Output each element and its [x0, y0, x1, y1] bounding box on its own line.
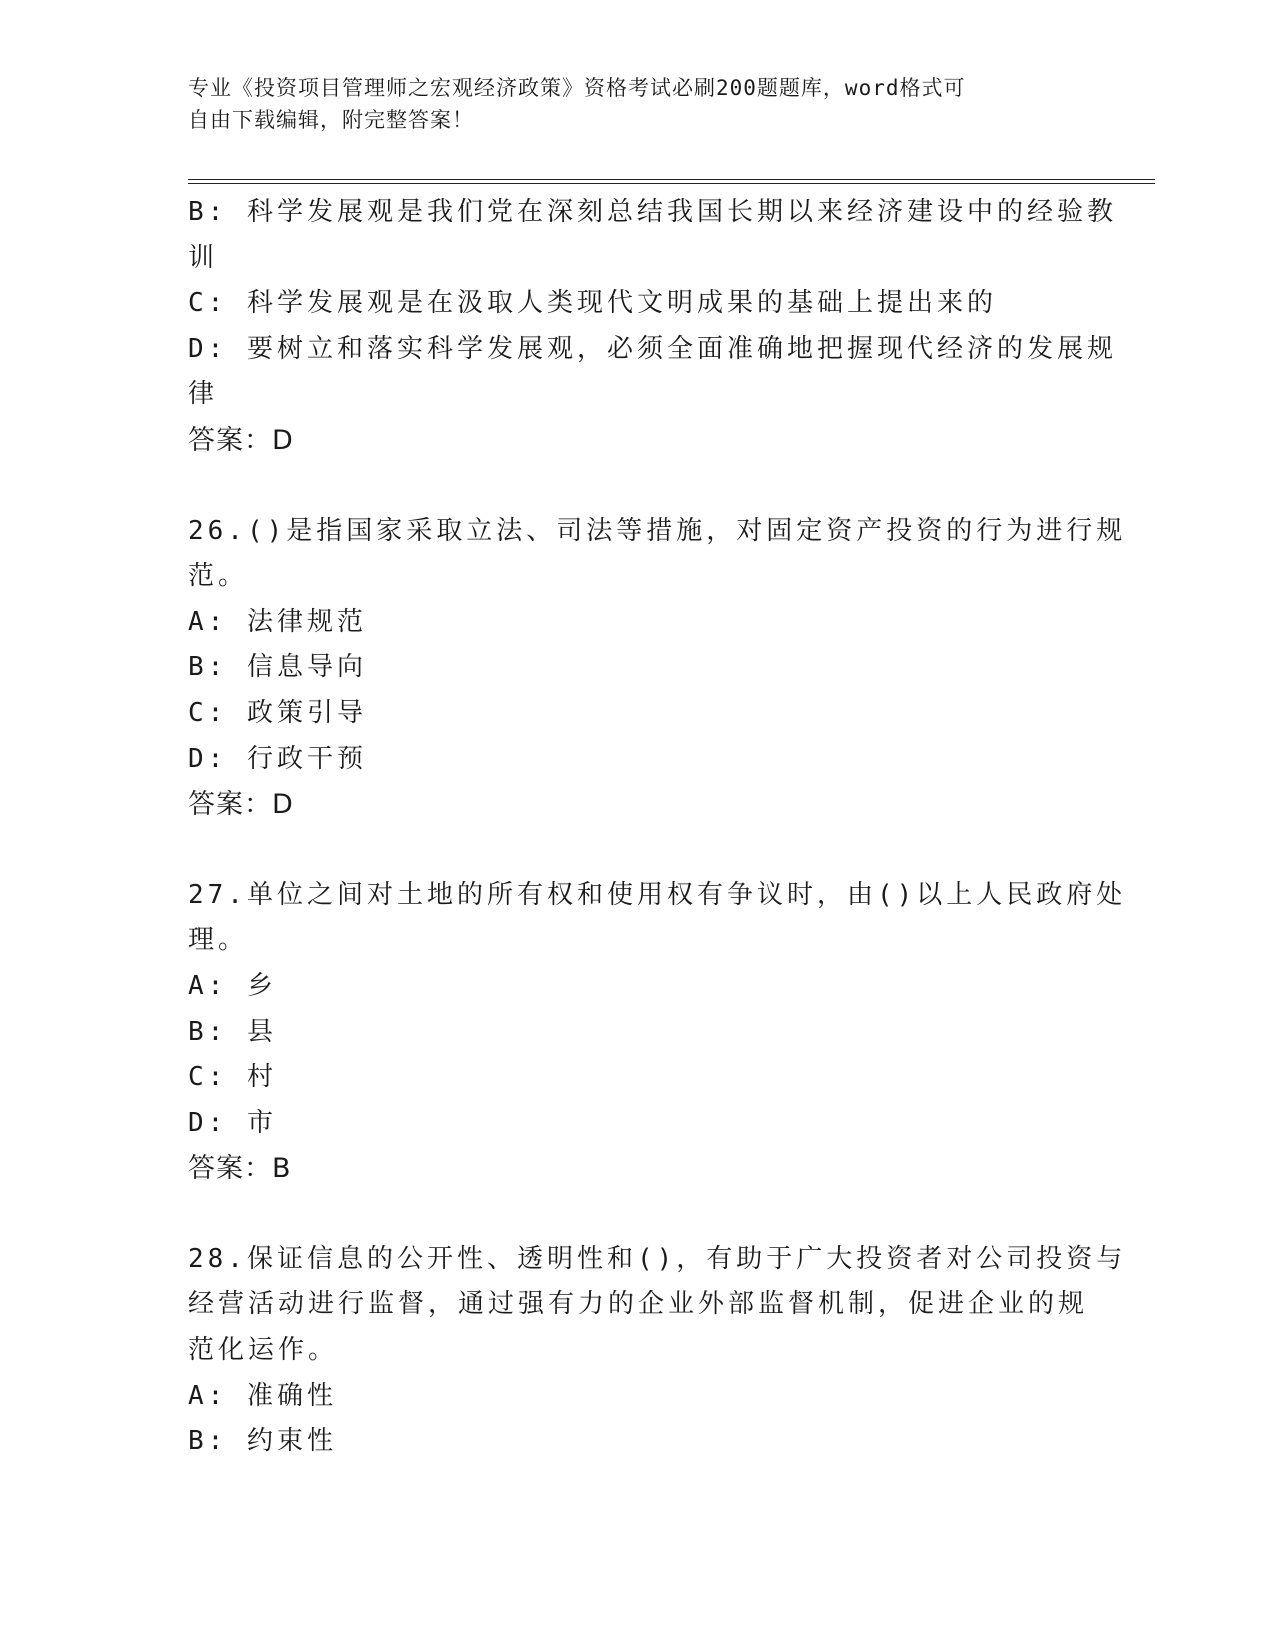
answer: 答案：B: [188, 1153, 292, 1185]
question-stem: 27.单位之间对土地的所有权和使用权有争议时，由()以上人民政府处: [188, 879, 1127, 910]
spacer: [188, 1192, 1088, 1237]
option-c: C: 科学发展观是在汲取人类现代文明成果的基础上提出来的: [188, 288, 997, 319]
answer: 答案：D: [188, 424, 294, 456]
question-stem: 28.保证信息的公开性、透明性和()，有助于广大投资者对公司投资与: [188, 1243, 1127, 1274]
option-d: D: 要树立和落实科学发展观，必须全面准确地把握现代经济的发展规: [188, 333, 1117, 364]
header-title-line-1: 专业《投资项目管理师之宏观经济政策》资格考试必刷200题题库，word格式可: [188, 76, 966, 100]
question-stem-continued: 经营活动进行监督，通过强有力的企业外部监督机制，促进企业的规: [188, 1289, 1089, 1320]
question-stem: 26.()是指国家采取立法、司法等措施，对固定资产投资的行为进行规: [188, 515, 1127, 546]
option-a: A: 法律规范: [188, 606, 367, 637]
option-a: A: 乡: [188, 970, 277, 1001]
spacer: [188, 828, 1088, 873]
option-b: B: 科学发展观是我们党在深刻总结我国长期以来经济建设中的经验教: [188, 197, 1117, 227]
answer: 答案：D: [188, 789, 294, 821]
option-d: D: 市: [188, 1107, 277, 1138]
question-26: [188, 509, 1127, 828]
option-b-continued: 训: [188, 242, 219, 273]
option-c: C: 政策引导: [188, 697, 367, 728]
question-27: [188, 873, 1127, 1192]
option-d: D: 行政干预: [188, 743, 367, 774]
option-b: B: 县: [188, 1016, 277, 1047]
header-title-line-2: 自由下载编辑，附完整答案！: [188, 108, 474, 132]
spacer: [188, 464, 1088, 509]
document-header: [188, 72, 1088, 136]
question-stem-continued: 范。: [188, 561, 249, 592]
option-d-continued: 律: [188, 379, 219, 410]
header-divider-top: [188, 179, 1155, 180]
header-divider-bottom: [188, 183, 1155, 184]
question-stem-continued: 范化运作。: [188, 1335, 339, 1366]
question-25: [188, 190, 1117, 464]
option-b: B: 信息导向: [188, 652, 367, 683]
option-c: C: 村: [188, 1062, 277, 1093]
question-28: [188, 1237, 1127, 1465]
question-content: [188, 190, 1127, 1465]
option-a: A: 准确性: [188, 1380, 337, 1411]
question-stem-continued: 理。: [188, 925, 249, 956]
option-b: B: 约束性: [188, 1426, 337, 1457]
